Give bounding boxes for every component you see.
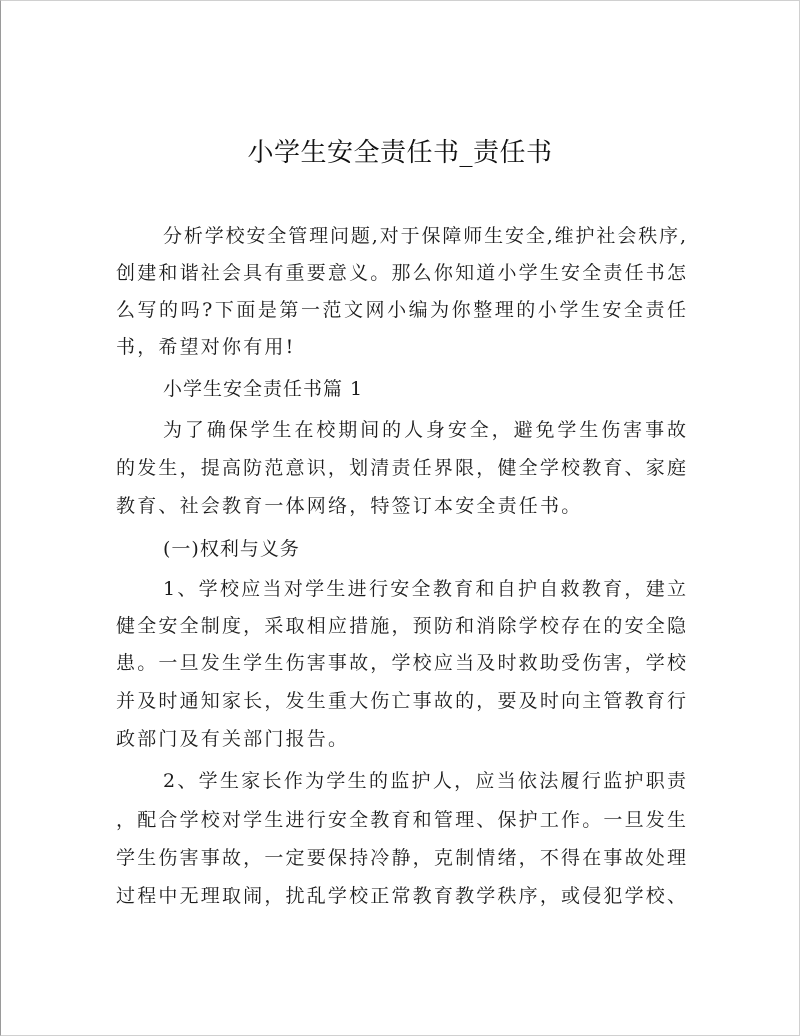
document-title: 小学生安全责任书_责任书	[247, 138, 553, 168]
clause-1-line-1: 1、学校应当对学生进行安全教育和自护自救教育，建立	[163, 578, 686, 600]
intro-line-2: 创建和谐社会具有重要意义。那么你知道小学生安全责任书怎	[116, 262, 686, 284]
intro-line-4: 书，希望对你有用!	[116, 336, 296, 358]
clause-2-line-4: 过程中无理取闹，扰乱学校正常教育教学秩序，或侵犯学校、	[116, 885, 686, 907]
subheading-rights-duties: (一)权利与义务	[163, 538, 300, 560]
clause-2-line-1: 2、学生家长作为学生的监护人，应当依法履行监护职责	[163, 770, 686, 792]
clause-1-line-5: 政部门及有关部门报告。	[116, 728, 350, 750]
intro-line-1: 分析学校安全管理问题,对于保障师生安全,维护社会秩序,	[163, 225, 686, 247]
purpose-line-2: 的发生，提高防范意识，划清责任界限，健全学校教育、家庭	[116, 457, 686, 479]
section-heading: 小学生安全责任书篇 1	[163, 378, 364, 400]
purpose-line-3: 教育、社会教育一体网络，特签订本安全责任书。	[116, 495, 583, 517]
clause-1-line-3: 患。一旦发生学生伤害事故，学校应当及时救助受伤害，学校	[116, 652, 686, 674]
clause-2-line-3: 学生伤害事故，一定要保持冷静，克制情绪，不得在事故处理	[116, 847, 686, 869]
clause-2-line-2: ，配合学校对学生进行安全教育和管理、保护工作。一旦发生	[116, 809, 686, 831]
clause-1-line-4: 并及时通知家长，发生重大伤亡事故的，要及时向主管教育行	[116, 690, 686, 712]
intro-line-3: 么写的吗?下面是第一范文网小编为你整理的小学生安全责任	[116, 299, 686, 321]
purpose-line-1: 为了确保学生在校期间的人身安全，避免学生伤害事故	[163, 419, 686, 441]
clause-1-line-2: 健全安全制度，采取相应措施，预防和消除学校存在的安全隐	[116, 615, 686, 637]
